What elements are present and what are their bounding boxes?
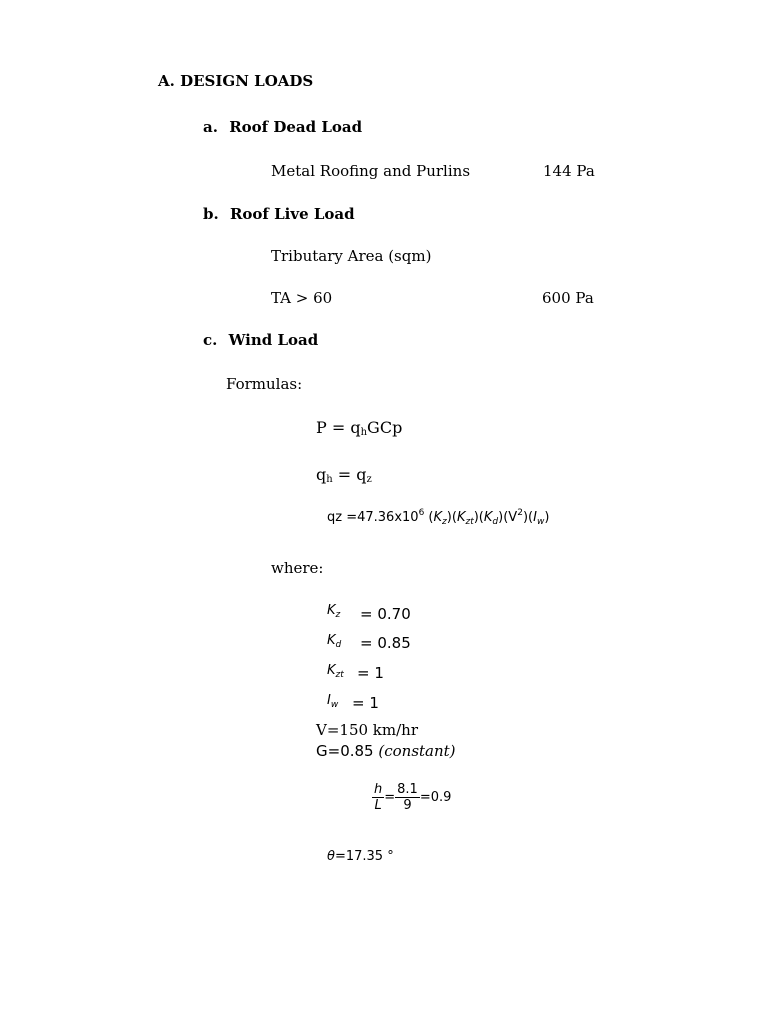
ratio-den-val: 9 xyxy=(403,798,412,813)
wind-load-title: Wind Load xyxy=(228,331,319,349)
roof-angle-symbol: θ xyxy=(327,849,335,864)
gust-factor-note: (constant) xyxy=(378,742,456,760)
ratio-result: =0.9 xyxy=(419,790,452,805)
formula-qz-prefix: qz =47.36x10 xyxy=(327,510,419,525)
roof-live-load-heading xyxy=(203,205,355,223)
param-kd-sub: d xyxy=(335,640,342,650)
section-label: A. xyxy=(158,72,175,90)
formula-qz-iw: I xyxy=(533,510,537,525)
dead-load-item-name: Metal Roofing and Purlins xyxy=(271,162,471,180)
wind-load-heading xyxy=(203,331,318,349)
roof-angle-value: =17.35 ° xyxy=(334,849,394,864)
velocity: V=150 km/hr xyxy=(316,721,418,739)
tributary-area-condition: TA > 60 xyxy=(271,289,333,307)
param-iw xyxy=(327,689,338,710)
param-iw-sub: w xyxy=(330,700,339,710)
param-kz-symbol: K xyxy=(327,603,336,618)
wind-load-label: c. xyxy=(203,331,218,349)
ratio-var-fraction xyxy=(372,782,384,813)
roof-live-load-label: b. xyxy=(203,205,219,223)
roof-dead-load-title: Roof Dead Load xyxy=(229,118,363,136)
formula-qz-iw-sub: w xyxy=(536,517,545,527)
ratio-den-var: L xyxy=(374,798,382,813)
formula-qz-kz: K xyxy=(433,510,443,525)
formula-pressure-sub: h xyxy=(360,427,368,438)
ratio-val-fraction xyxy=(395,782,420,813)
ratio-num-val: 8.1 xyxy=(397,782,418,797)
formula-qz-kzt-sub: zt xyxy=(465,517,474,527)
param-kzt-symbol: K xyxy=(327,663,336,678)
gust-factor xyxy=(316,742,456,760)
formula-qh-sub-h: h xyxy=(326,474,333,485)
formula-qz-kd: K xyxy=(483,510,493,525)
ratio-num-var: h xyxy=(374,782,383,797)
tributary-area-label: Tributary Area (sqm) xyxy=(271,247,432,265)
roof-dead-load-label: a. xyxy=(203,118,218,136)
formula-qh-eq: = q xyxy=(332,465,367,484)
formula-qz-v-exp: 2 xyxy=(517,508,523,518)
formula-qh xyxy=(316,465,372,485)
param-kzt-value: = 1 xyxy=(357,664,384,682)
live-load-value: 600 Pa xyxy=(542,289,594,307)
param-kzt-sub: zt xyxy=(335,670,344,680)
param-kd-value: = 0.85 xyxy=(360,634,411,652)
formula-qz-kd-sub: d xyxy=(492,517,499,527)
roof-live-load-title: Roof Live Load xyxy=(229,205,355,223)
formula-qh-q: q xyxy=(316,465,327,484)
roof-angle xyxy=(327,849,394,864)
param-kd xyxy=(327,629,341,650)
formula-pressure xyxy=(316,418,402,438)
formula-qz: qz $=47.36x10^6$ $(K_z)(K_{zt})(K_d)(V^2)(I_w)$ xyxy=(327,508,550,527)
formula-qh-sub-z: z xyxy=(366,474,372,485)
dead-load-item-value: 144 Pa xyxy=(543,162,595,180)
formula-qz-kz-sub: z xyxy=(442,517,447,527)
param-kz-sub: z xyxy=(335,610,341,620)
param-iw-value: = 1 xyxy=(352,694,379,712)
ratio-formula: $\frac{h}{L}$ = $\frac{8.1}{9}$ =0.9 xyxy=(374,782,452,813)
param-kz xyxy=(327,599,340,620)
param-kd-symbol: K xyxy=(327,633,336,648)
formula-pressure-lhs: P = q xyxy=(316,418,361,437)
section-heading xyxy=(158,72,313,90)
where-label: where: xyxy=(271,559,324,577)
roof-dead-load-heading xyxy=(203,118,362,136)
param-kzt xyxy=(327,659,344,680)
formulas-label: Formulas: xyxy=(226,375,303,393)
gust-factor-value: G=0.85 xyxy=(316,742,374,760)
formula-qz-kzt: K xyxy=(456,510,466,525)
formula-pressure-rhs: GCp xyxy=(367,418,403,437)
section-title: DESIGN LOADS xyxy=(180,72,314,90)
formula-qz-exponent: 6 xyxy=(418,508,425,518)
param-kz-value: = 0.70 xyxy=(360,605,411,623)
formula-qz-v: V xyxy=(508,510,518,525)
param-iw-symbol: I xyxy=(327,693,331,708)
